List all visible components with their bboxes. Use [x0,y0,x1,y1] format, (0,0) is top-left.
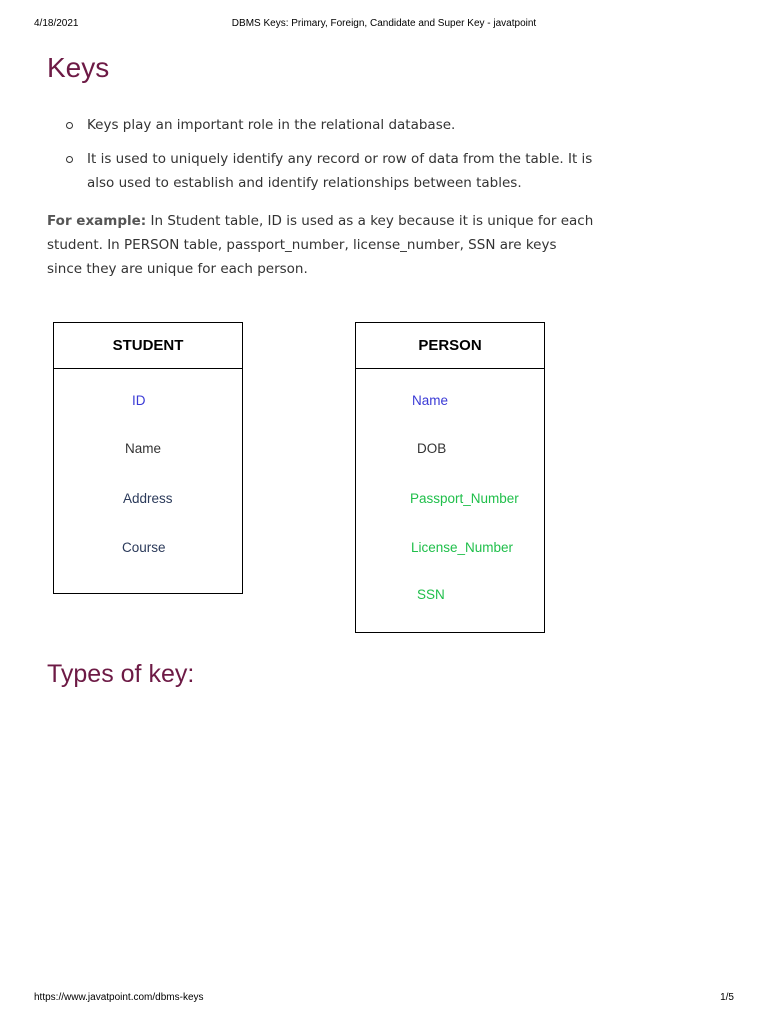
keys-bullet-list [65,113,595,205]
print-page-title: DBMS Keys: Primary, Foreign, Candidate and Super Key - javatpoint [231,18,537,29]
bullet-item [65,147,595,195]
types-of-key-heading: Types of key: [47,660,195,688]
student-attr-name: Name [125,441,162,456]
student-table-title: STUDENT [54,323,242,369]
bullet-text: It is used to uniquely identify any record or row of data from the table. It is also used to establish and identify relationships between tables. [87,151,593,191]
print-footer [34,992,734,1006]
person-attr-license-number: License_Number [411,540,514,555]
person-attr-name: Name [412,393,449,408]
example-label: For example: [47,213,147,229]
person-attr-ssn: SSN [417,587,445,602]
page-number: 1/5 [720,992,734,1003]
student-attr-course: Course [122,540,166,555]
student-table-diagram [53,322,243,594]
student-attr-id: ID [132,393,146,408]
person-attr-dob: DOB [417,441,447,456]
example-paragraph [47,209,595,281]
person-table-title: PERSON [356,323,544,369]
student-attr-address: Address [123,491,173,506]
example-text: In Student table, ID is used as a key because it is unique for each student. In PERSON table, passport_number, license_number, SSN are keys since they are unique for each person. [47,213,594,277]
circle-bullet-icon [66,156,73,163]
print-header [34,18,734,32]
page-url: https://www.javatpoint.com/dbms-keys [34,992,204,1003]
page-heading-keys: Keys [47,52,110,83]
circle-bullet-icon [66,122,73,129]
bullet-item [65,113,595,137]
person-attr-passport-number: Passport_Number [410,491,519,506]
bullet-text: Keys play an important role in the relational database. [87,117,456,133]
print-date: 4/18/2021 [34,18,79,29]
person-table-diagram [355,322,545,633]
